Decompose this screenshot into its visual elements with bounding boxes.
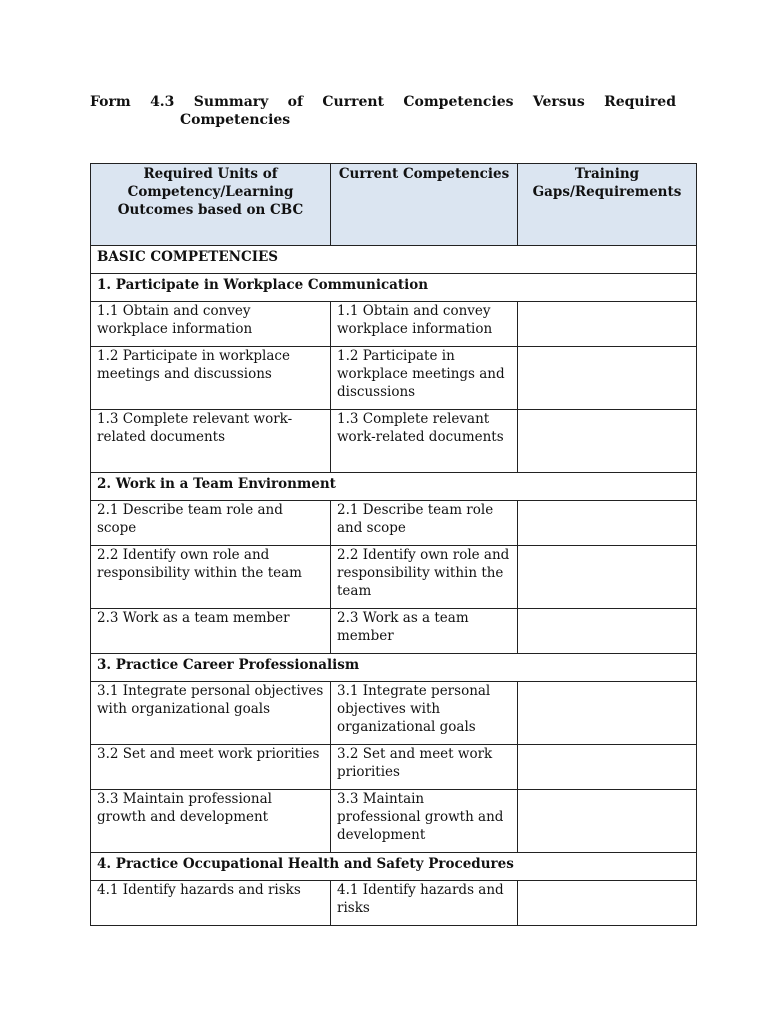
gap-cell[interactable] <box>518 302 697 347</box>
header-training-gaps: Training Gaps/Requirements <box>518 164 697 246</box>
current-cell: 1.1 Obtain and convey workplace information <box>331 302 518 347</box>
current-cell: 3.1 Integrate personal objectives with organizational goals <box>331 682 518 745</box>
required-cell: 2.1 Describe team role and scope <box>91 501 331 546</box>
current-cell: 2.2 Identify own role and responsibility within the team <box>331 546 518 609</box>
current-cell: 3.3 Maintain professional growth and development <box>331 790 518 853</box>
required-cell: 3.2 Set and meet work priorities <box>91 745 331 790</box>
title-word: Current <box>322 94 385 110</box>
gap-cell[interactable] <box>518 609 697 654</box>
section-row <box>91 473 697 501</box>
title-word: Form <box>90 94 131 110</box>
title-word: 4.3 <box>150 94 175 110</box>
section-row <box>91 853 697 881</box>
table-row <box>91 546 697 609</box>
required-cell: 4.1 Identify hazards and risks <box>91 881 331 926</box>
table-row <box>91 881 697 926</box>
gap-cell[interactable] <box>518 745 697 790</box>
current-cell: 2.1 Describe team role and scope <box>331 501 518 546</box>
gap-cell[interactable] <box>518 546 697 609</box>
section-title: 1. Participate in Workplace Communication <box>91 274 697 302</box>
table-row <box>91 410 697 473</box>
gap-cell[interactable] <box>518 410 697 473</box>
title-word: Summary <box>193 94 269 110</box>
current-cell: 4.1 Identify hazards and risks <box>331 881 518 926</box>
section-row <box>91 274 697 302</box>
table-row <box>91 501 697 546</box>
gap-cell[interactable] <box>518 501 697 546</box>
required-cell: 2.2 Identify own role and responsibility within the team <box>91 546 331 609</box>
title-word: Versus <box>532 94 585 110</box>
required-cell: 1.3 Complete relevant work-related documents <box>91 410 331 473</box>
section-title: 4. Practice Occupational Health and Safety Procedures <box>91 853 697 881</box>
table-row <box>91 682 697 745</box>
gap-cell[interactable] <box>518 682 697 745</box>
form-title <box>90 93 676 129</box>
current-cell: 2.3 Work as a team member <box>331 609 518 654</box>
header-required: Required Units of Competency/Learning Outcomes based on CBC <box>91 164 331 246</box>
competency-table <box>90 163 697 926</box>
required-cell: 3.3 Maintain professional growth and development <box>91 790 331 853</box>
title-word: of <box>287 94 304 110</box>
gap-cell[interactable] <box>518 881 697 926</box>
section-title: 2. Work in a Team Environment <box>91 473 697 501</box>
title-word: Required <box>604 94 676 110</box>
current-cell: 1.2 Participate in workplace meetings and discussions <box>331 347 518 410</box>
form-title-line2: Competencies <box>180 112 291 128</box>
section-title: 3. Practice Career Professionalism <box>91 654 697 682</box>
table-header-row <box>91 164 697 246</box>
current-cell: 3.2 Set and meet work priorities <box>331 745 518 790</box>
form-title-line1 <box>90 93 676 111</box>
title-word: Competencies <box>403 94 514 110</box>
required-cell: 1.1 Obtain and convey workplace information <box>91 302 331 347</box>
current-cell: 1.3 Complete relevant work-related documents <box>331 410 518 473</box>
category-label: BASIC COMPETENCIES <box>91 246 697 274</box>
table-row <box>91 302 697 347</box>
header-current: Current Competencies <box>331 164 518 246</box>
table-row <box>91 609 697 654</box>
table-row <box>91 347 697 410</box>
table-row <box>91 745 697 790</box>
category-row <box>91 246 697 274</box>
required-cell: 3.1 Integrate personal objectives with organizational goals <box>91 682 331 745</box>
table-row <box>91 790 697 853</box>
gap-cell[interactable] <box>518 790 697 853</box>
required-cell: 1.2 Participate in workplace meetings and discussions <box>91 347 331 410</box>
required-cell: 2.3 Work as a team member <box>91 609 331 654</box>
section-row <box>91 654 697 682</box>
gap-cell[interactable] <box>518 347 697 410</box>
